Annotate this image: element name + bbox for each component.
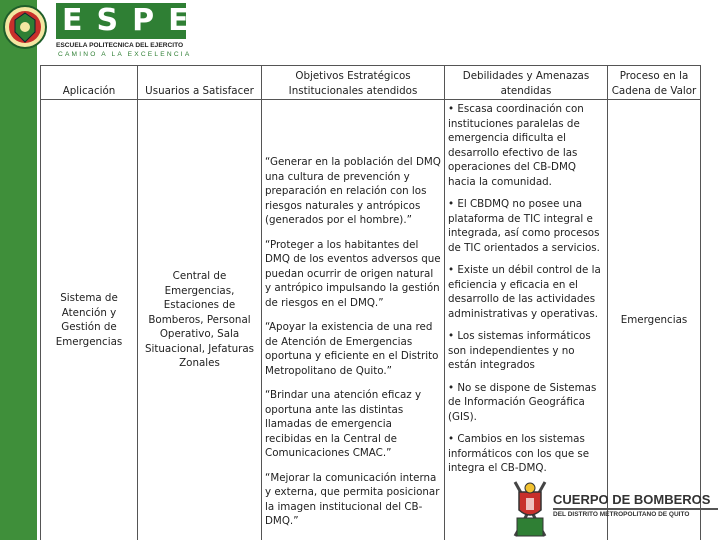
table-header-row bbox=[41, 66, 701, 100]
column-header-aplicacion: Aplicación bbox=[41, 66, 138, 100]
column-header-proceso: Proceso en la Cadena de Valor bbox=[608, 66, 701, 100]
objective-item: “Mejorar la comunicación interna y externa, que permita posicionar la imagen institucional del CB-DMQ.” bbox=[265, 471, 440, 527]
weakness-item: • Cambios en los sistemas informáticos con los que se integra el CB-DMQ. bbox=[448, 433, 590, 474]
column-header-usuarios: Usuarios a Satisfacer bbox=[138, 66, 262, 100]
applications-table bbox=[40, 65, 700, 540]
cell-aplicacion: Sistema de Atención y Gestión de Emergencias bbox=[41, 100, 138, 540]
weakness-item: • Los sistemas informáticos son independientes y no están integrados bbox=[448, 330, 591, 371]
objective-item: “Generar en la población del DMQ una cultura de prevención y preparación en relación con los riesgos naturales y antrópicos (generados por el hombre).” bbox=[265, 156, 441, 226]
column-header-objetivos: Objetivos Estratégicos Institucionales atendidos bbox=[262, 66, 445, 100]
weakness-item: • Escasa coordinación con instituciones paralelas de emergencia dificulta el desarrollo efectivo de las operaciones del CB-DMQ hacia la comunidad. bbox=[448, 103, 584, 188]
fire-department-subtitle: DEL DISTRITO METROPOLITANO DE QUITO bbox=[553, 511, 690, 518]
fire-department-divider bbox=[553, 508, 718, 510]
cell-debilidades bbox=[445, 100, 608, 540]
weakness-item: • Existe un débil control de la eficiencia y eficacia en el desarrollo de las actividades administrativas y operativas. bbox=[448, 264, 601, 320]
weakness-item: • No se dispone de Sistemas de Información Geográfica (GIS). bbox=[448, 381, 597, 423]
objective-item: “Proteger a los habitantes del DMQ de los eventos adversos que puedan ocurrir de origen natural y antrópico impulsando la gestión de riesgos en el DMQ.” bbox=[265, 238, 441, 309]
espe-header bbox=[0, 0, 203, 62]
espe-logo-motto: CAMINO A LA EXCELENCIA bbox=[58, 51, 192, 58]
espe-logo-title: ESPE bbox=[56, 3, 186, 39]
objective-item: “Apoyar la existencia de una red de Atención de Emergencias oportuna y eficiente en el Distrito Metropolitano de Quito.” bbox=[265, 321, 439, 377]
cell-objetivos bbox=[262, 100, 445, 540]
weakness-item: • El CBDMQ no posee una plataforma de TIC integral e integrada, así como procesos de TIC orientados a servicios. bbox=[448, 198, 600, 254]
fire-department-title: CUERPO DE BOMBEROS bbox=[553, 492, 711, 507]
left-green-band bbox=[0, 0, 37, 540]
table-row bbox=[41, 100, 701, 540]
objective-item: “Brindar una atención eficaz y oportuna ante las distintas llamadas de emergencia recibidas en la Central de Comunicaciones CMAC.” bbox=[265, 389, 422, 459]
espe-crest-icon bbox=[2, 4, 48, 50]
column-header-debilidades: Debilidades y Amenazas atendidas bbox=[445, 66, 608, 100]
espe-logo-subtitle: ESCUELA POLITECNICA DEL EJERCITO bbox=[56, 42, 184, 49]
cell-proceso: Emergencias bbox=[608, 100, 701, 540]
cell-usuarios: Central de Emergencias, Estaciones de Bomberos, Personal Operativo, Sala Situacional, Jefaturas Zonales bbox=[138, 100, 262, 540]
fire-department-crest-icon bbox=[507, 478, 553, 540]
